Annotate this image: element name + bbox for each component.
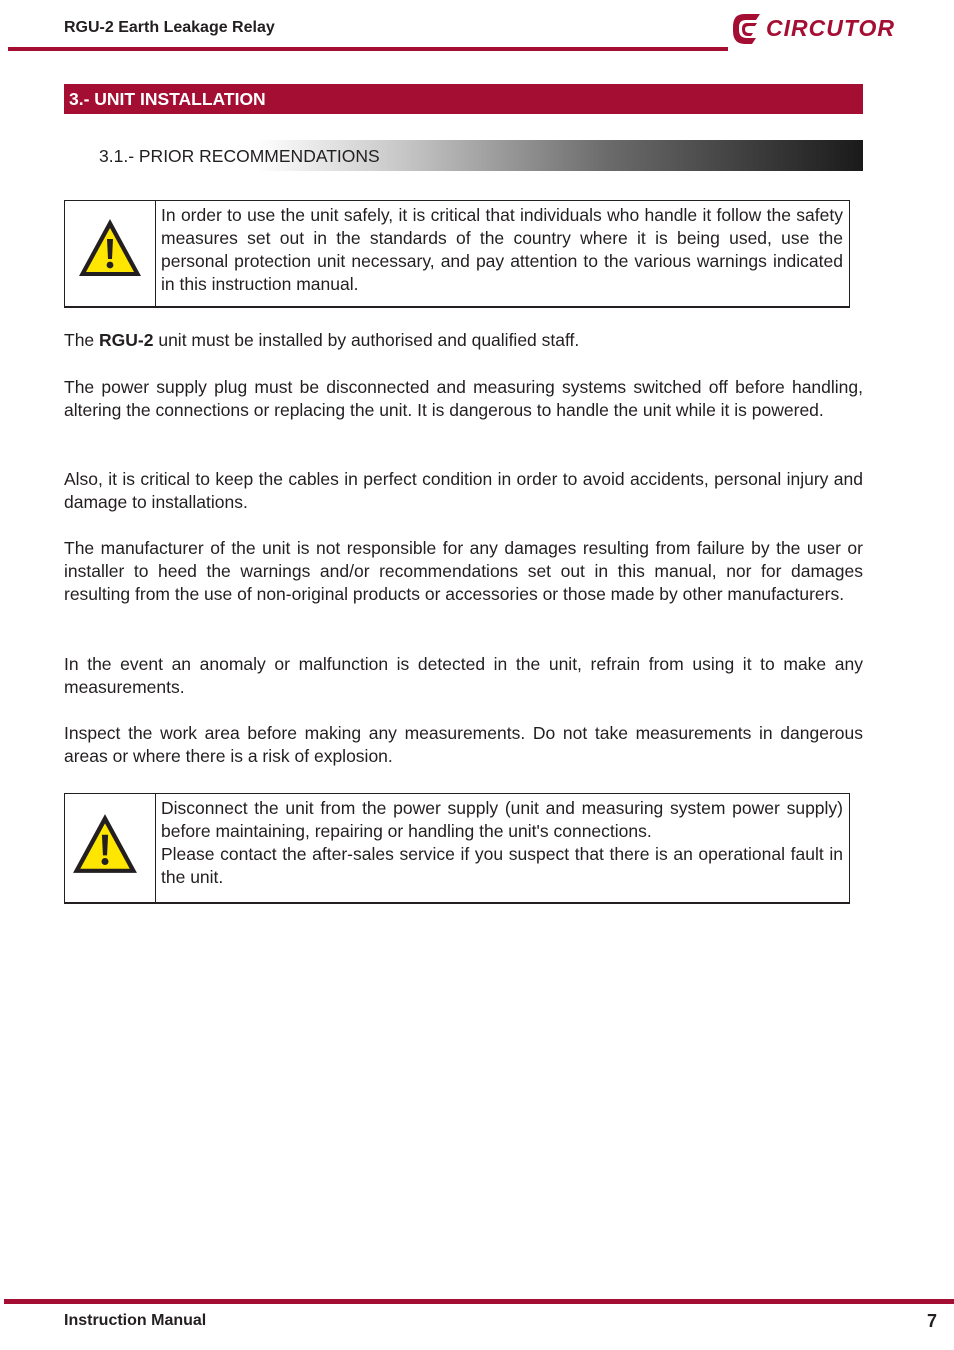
section-title: 3.- UNIT INSTALLATION <box>69 89 266 109</box>
paragraph-work-area: Inspect the work area before making any measurements. Do not take measurements in dangerous areas or where there is a risk of explosion. <box>64 723 863 766</box>
paragraph-power-disconnect: The power supply plug must be disconnected and measuring systems switched off before handling, altering the connections or replacing the unit. It is dangerous to handle the unit while it is powered. <box>64 377 863 420</box>
paragraph-cables: Also, it is critical to keep the cables in perfect condition in order to avoid accidents, personal injury and damage to installations. <box>64 469 863 512</box>
circutor-logo <box>730 8 910 48</box>
paragraph-installation-staff: The RGU-2 unit must be installed by authorised and qualified staff. <box>64 330 580 350</box>
paragraph-manufacturer-liability: The manufacturer of the unit is not responsible for any damages resulting from failure by the user or installer to heed the warnings and/or recommendations set out in this manual, nor for damages resulting from the use of non-original products or accessories or those made by other manufacturers. <box>64 538 863 604</box>
page-number: 7 <box>926 1311 937 1331</box>
warning-box-disconnect <box>64 793 850 904</box>
warning-triangle-icon <box>77 217 143 279</box>
section-heading <box>64 84 863 114</box>
subsection-title: 3.1.- PRIOR RECOMMENDATIONS <box>99 146 380 166</box>
product-name: RGU-2 <box>99 330 154 350</box>
footer-label: Instruction Manual <box>64 1312 207 1329</box>
warning-icon-cell <box>65 794 156 902</box>
footer-rule <box>4 1299 954 1304</box>
header-rule <box>8 47 728 51</box>
warning-box-safety <box>64 200 850 308</box>
warning-paragraph: In order to use the unit safely, it is critical that individuals who handle it follow the safety measures set out in the standards of the country where it is being used, use the personal protection unit necessary, and pay attention to the various warnings indicated in this instruction manual. <box>161 205 843 294</box>
warning-line-after-sales: Please contact the after-sales service if you suspect that there is an operational fault in the unit. <box>161 844 843 887</box>
warning-line-disconnect: Disconnect the unit from the power supply (unit and measuring system power supply) before maintaining, repairing or handling the unit's connections. <box>161 798 843 841</box>
paragraph-anomaly: In the event an anomaly or malfunction is detected in the unit, refrain from using it to make any measurements. <box>64 654 863 697</box>
svg-text:CIRCUTOR: CIRCUTOR <box>766 15 895 41</box>
document-title: RGU-2 Earth Leakage Relay <box>64 19 275 36</box>
warning-triangle-icon <box>71 812 139 876</box>
subsection-heading <box>64 140 863 171</box>
warning-icon-cell <box>65 201 156 306</box>
warning-text <box>161 204 843 296</box>
warning-text <box>161 797 843 889</box>
